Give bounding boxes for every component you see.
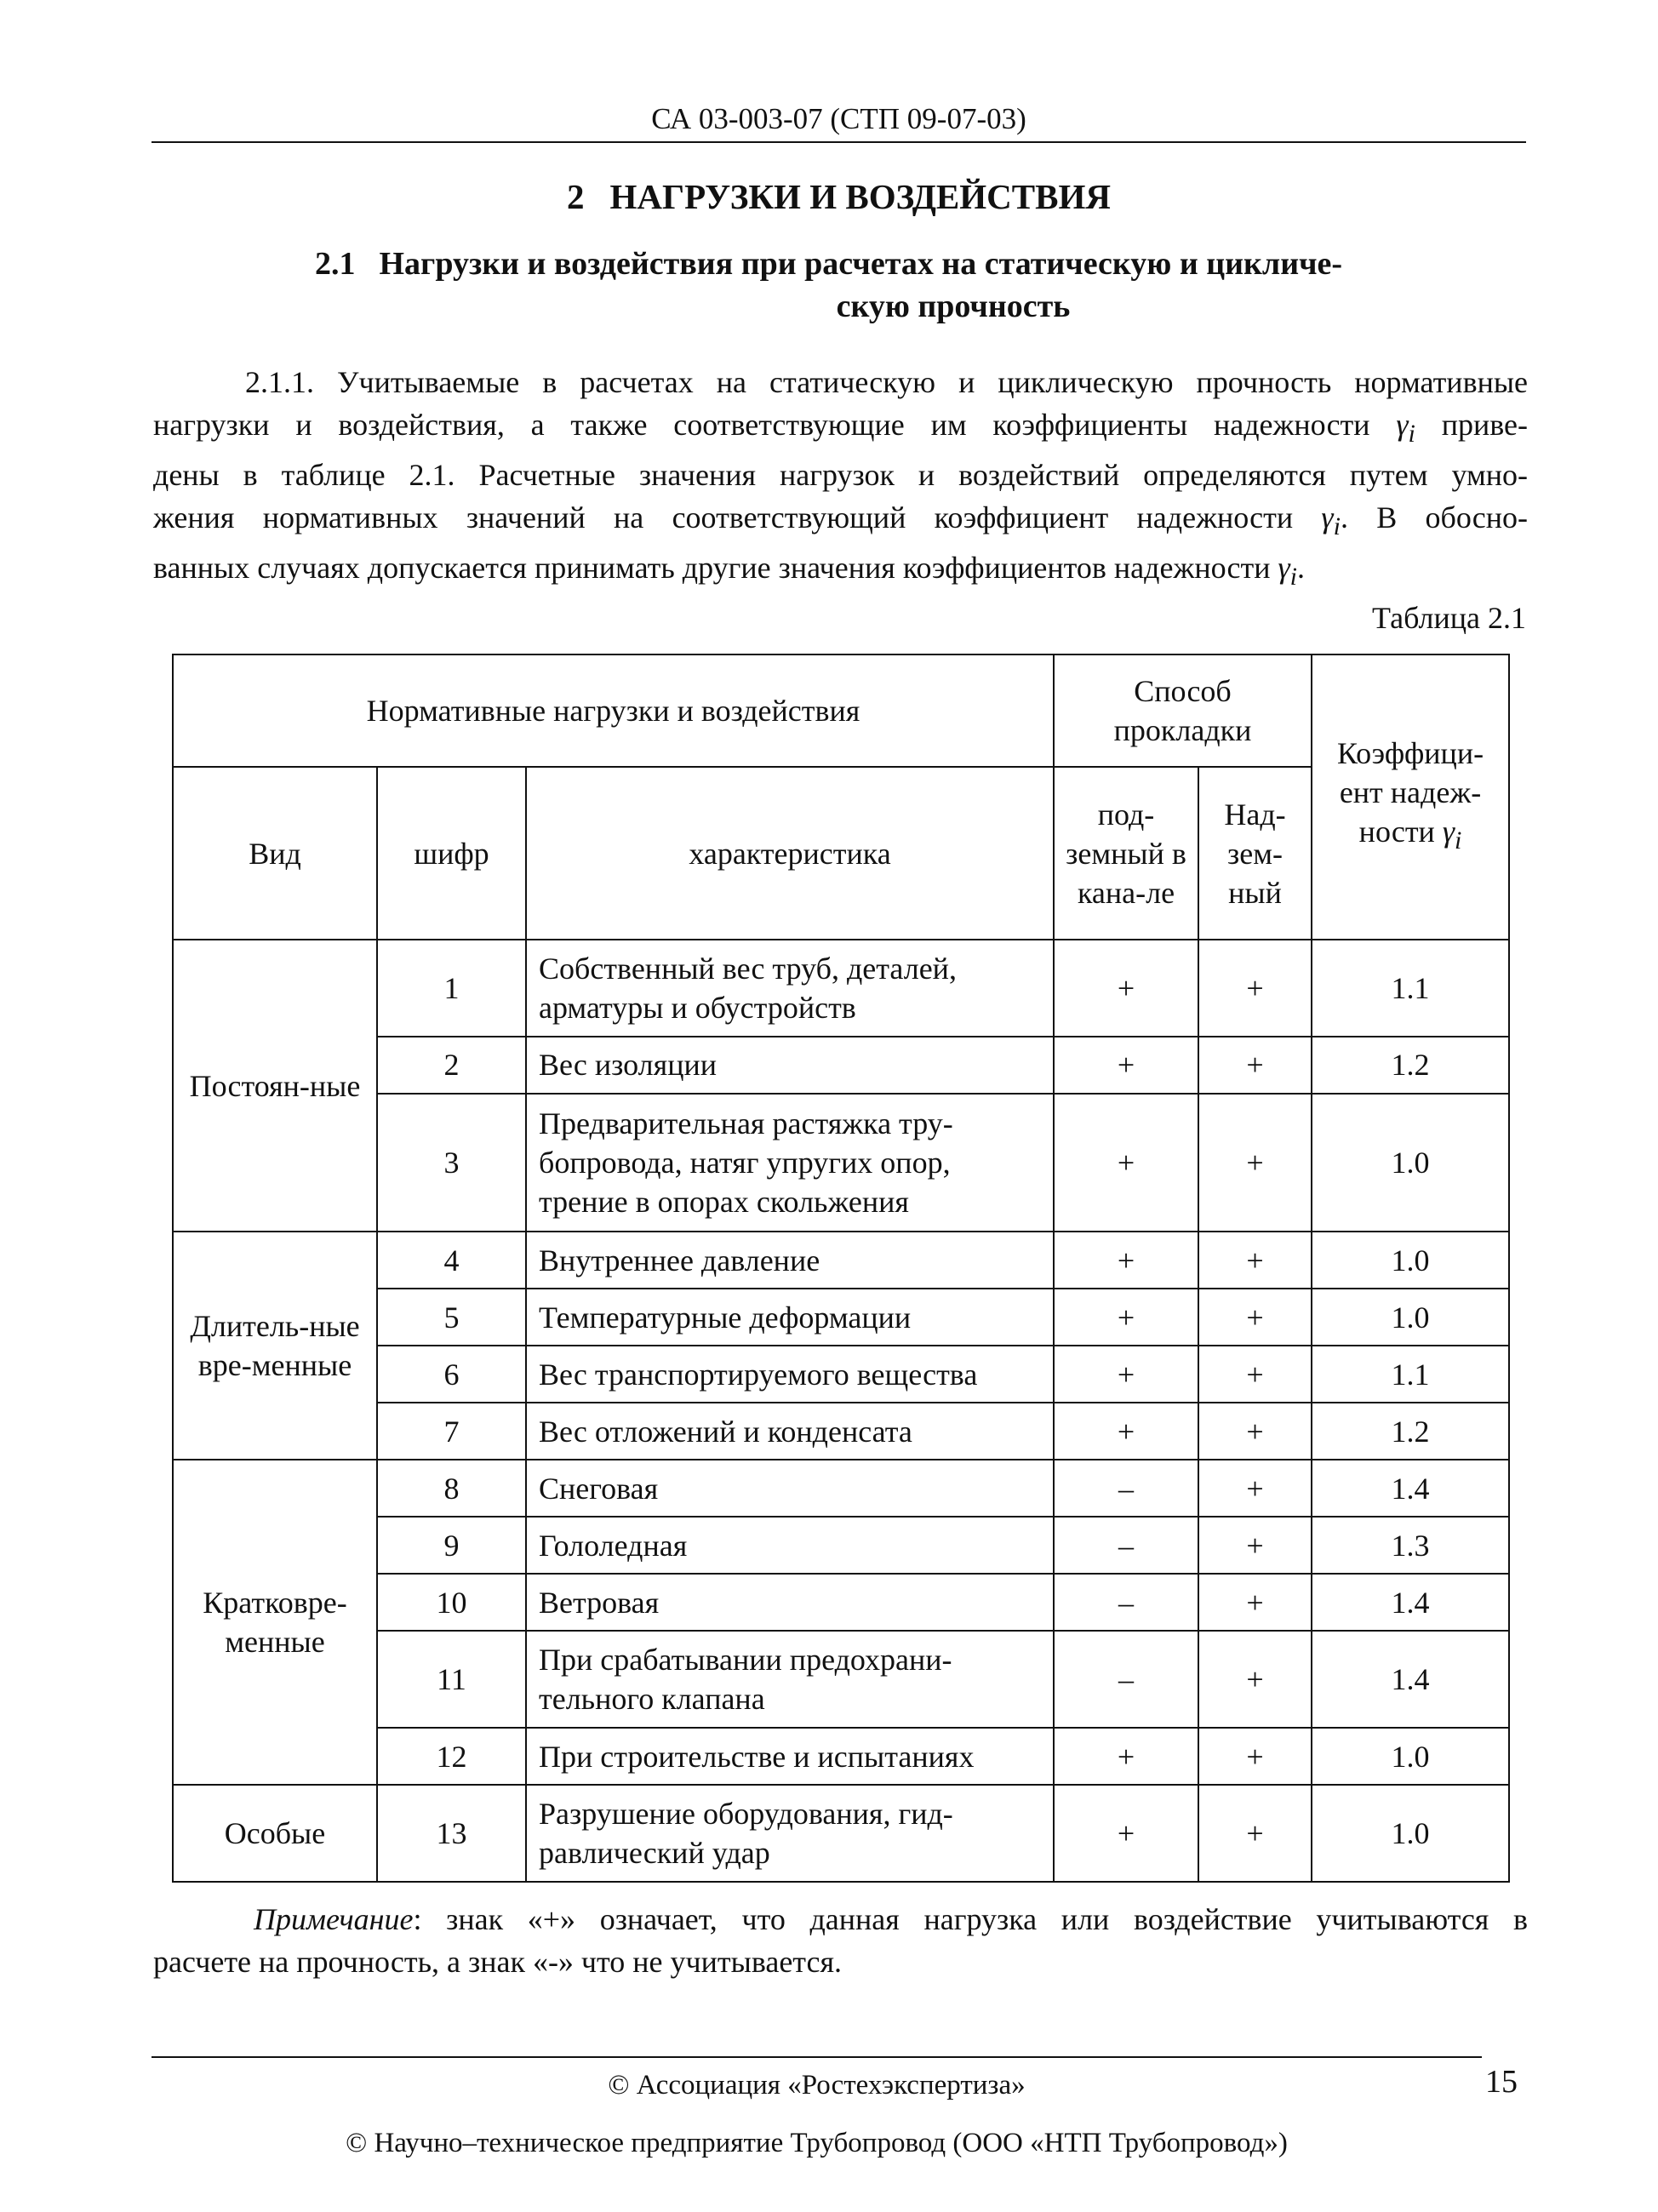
cell-coef: 1.2 [1312,1403,1509,1460]
cell-code: 4 [377,1232,526,1289]
cell-over: + [1198,1094,1312,1232]
page-number: 15 [1485,2064,1518,2100]
cell-over: + [1198,1517,1312,1574]
section-heading [152,174,1526,219]
cell-coef: 1.0 [1312,1094,1509,1232]
loads-table [172,654,1510,1883]
gamma-symbol: $\gamma_i$ [1396,407,1415,448]
section-number: 2 [567,177,585,216]
cell-coef: 1.4 [1312,1574,1509,1631]
note-text: : знак «+» означает, что данная нагрузка или воздействие учитываются в [413,1902,1528,1936]
table-row [173,940,1509,1037]
cell-char: Снеговая [526,1460,1054,1517]
cell-coef: 1.0 [1312,1785,1509,1882]
cell-coef: 1.1 [1312,1346,1509,1403]
cell-code: 8 [377,1460,526,1517]
subsection-title-line2: скую прочность [836,289,1071,324]
cell-char: При срабатывании предохрани-тельного клапана [526,1631,1054,1728]
cell-under: + [1054,1403,1198,1460]
header-kind: Вид [173,767,377,940]
cell-under: + [1054,940,1198,1037]
cell-code: 13 [377,1785,526,1882]
cell-code: 3 [377,1094,526,1232]
cell-code: 2 [377,1037,526,1094]
paragraph-line [153,547,1528,598]
table-row [173,1460,1509,1517]
cell-under: – [1054,1460,1198,1517]
paragraph-line: дены в таблице 2.1. Расчетные значения нагрузок и воздействий определяются путем умно- [153,458,1528,493]
group-long: Длитель-ные вре-менные [173,1232,377,1460]
header-underground: под-земный в кана-ле [1054,767,1198,940]
paragraph-fragment: . [1296,551,1305,586]
cell-char: Разрушение оборудования, гид-равлический удар [526,1785,1054,1882]
group-permanent: Постоян-ные [173,940,377,1232]
subsection-number: 2.1 [315,246,356,282]
cell-under: + [1054,1785,1198,1882]
cell-over: + [1198,1460,1312,1517]
paragraph-fragment: жения нормативных значений на соответствующий коэффициент надежности [153,500,1294,534]
cell-under: + [1054,1232,1198,1289]
gamma-symbol: $\gamma_i$ [1442,814,1462,855]
table-note [153,1898,1528,1983]
cell-coef: 1.1 [1312,940,1509,1037]
group-short: Кратковре-менные [173,1460,377,1785]
header-method: Способ прокладки [1054,654,1312,767]
cell-char: Вес изоляции [526,1037,1054,1094]
cell-over: + [1198,1232,1312,1289]
header-code: шифр [377,767,526,940]
paragraph-fragment: . В обосно- [1340,500,1528,534]
paragraph-fragment: ванных случаях допускается принимать другие значения коэффициентов надежности [153,551,1271,586]
cell-char: Собственный вес труб, деталей, арматуры и обустройств [526,940,1054,1037]
cell-code: 10 [377,1574,526,1631]
cell-under: + [1054,1037,1198,1094]
note-line: расчете на прочность, а знак «-» что не учитывается. [153,1945,843,1979]
cell-code: 12 [377,1728,526,1785]
cell-over: + [1198,1728,1312,1785]
cell-under: + [1054,1094,1198,1232]
cell-under: – [1054,1517,1198,1574]
cell-over: + [1198,1631,1312,1728]
paragraph-2-1-1 [153,362,1528,598]
cell-under: – [1054,1631,1198,1728]
footer-association: © Ассоциация «Ростехэкспертиза» [608,2070,1026,2101]
cell-code: 9 [377,1517,526,1574]
cell-coef: 1.0 [1312,1289,1509,1346]
cell-coef: 1.3 [1312,1517,1509,1574]
cell-char: Вес отложений и конденсата [526,1403,1054,1460]
cell-under: + [1054,1346,1198,1403]
header-normative: Нормативные нагрузки и воздействия [173,654,1054,767]
section-title: НАГРУЗКИ И ВОЗДЕЙСТВИЯ [609,177,1111,216]
cell-char: При строительстве и испытаниях [526,1728,1054,1785]
paragraph-line [153,497,1528,548]
cell-code: 1 [377,940,526,1037]
cell-under: + [1054,1289,1198,1346]
running-header: СА 03-003-07 (СТП 09-07-03) [651,102,1026,135]
paragraph-line: 2.1.1. Учитываемые в расчетах на статическую и циклическую прочность нормативные [245,365,1528,399]
footer-company: © Научно–техническое предприятие Трубопровод (ООО «НТП Трубопровод») [346,2128,1288,2158]
header-coef: Коэффици-ент надеж-ности $\gamma_i$ [1312,654,1509,940]
cell-coef: 1.0 [1312,1232,1509,1289]
cell-char: Температурные деформации [526,1289,1054,1346]
subsection-heading [315,243,1524,328]
cell-over: + [1198,1037,1312,1094]
cell-code: 6 [377,1346,526,1403]
table-caption: Таблица 2.1 [1372,601,1526,635]
cell-coef: 1.4 [1312,1460,1509,1517]
cell-code: 5 [377,1289,526,1346]
subsection-title-line1: Нагрузки и воздействия при расчетах на статическую и цикличе- [379,246,1343,282]
paragraph-fragment: нагрузки и воздействия, а также соответствующие им коэффициенты надежности [153,407,1370,442]
cell-over: + [1198,1574,1312,1631]
cell-under: + [1054,1728,1198,1785]
table-header-row [173,767,1509,940]
cell-char: Вес транспортируемого вещества [526,1346,1054,1403]
cell-over: + [1198,1403,1312,1460]
header-rule [152,141,1526,143]
note-label: Примечание [254,1902,414,1936]
group-special: Особые [173,1785,377,1882]
cell-under: – [1054,1574,1198,1631]
gamma-symbol: $\gamma_i$ [1321,500,1341,540]
table-header-row [173,654,1509,767]
cell-over: + [1198,940,1312,1037]
header-char: характеристика [526,767,1054,940]
cell-coef: 1.2 [1312,1037,1509,1094]
cell-char: Внутреннее давление [526,1232,1054,1289]
table-row [173,1785,1509,1882]
footer-rule [152,2056,1482,2058]
cell-char: Ветровая [526,1574,1054,1631]
paragraph-line [153,404,1528,455]
gamma-symbol: $\gamma_i$ [1278,551,1297,592]
cell-char: Предварительная растяжка тру-бопровода, натяг упругих опор, трение в опорах скольжения [526,1094,1054,1232]
cell-char: Гололедная [526,1517,1054,1574]
cell-coef: 1.4 [1312,1631,1509,1728]
cell-over: + [1198,1785,1312,1882]
header-overground: Над-зем-ный [1198,767,1312,940]
cell-over: + [1198,1289,1312,1346]
note-line [153,1898,1528,1941]
table-row [173,1232,1509,1289]
cell-code: 7 [377,1403,526,1460]
paragraph-fragment: приве- [1441,407,1528,442]
cell-over: + [1198,1346,1312,1403]
cell-coef: 1.0 [1312,1728,1509,1785]
cell-code: 11 [377,1631,526,1728]
